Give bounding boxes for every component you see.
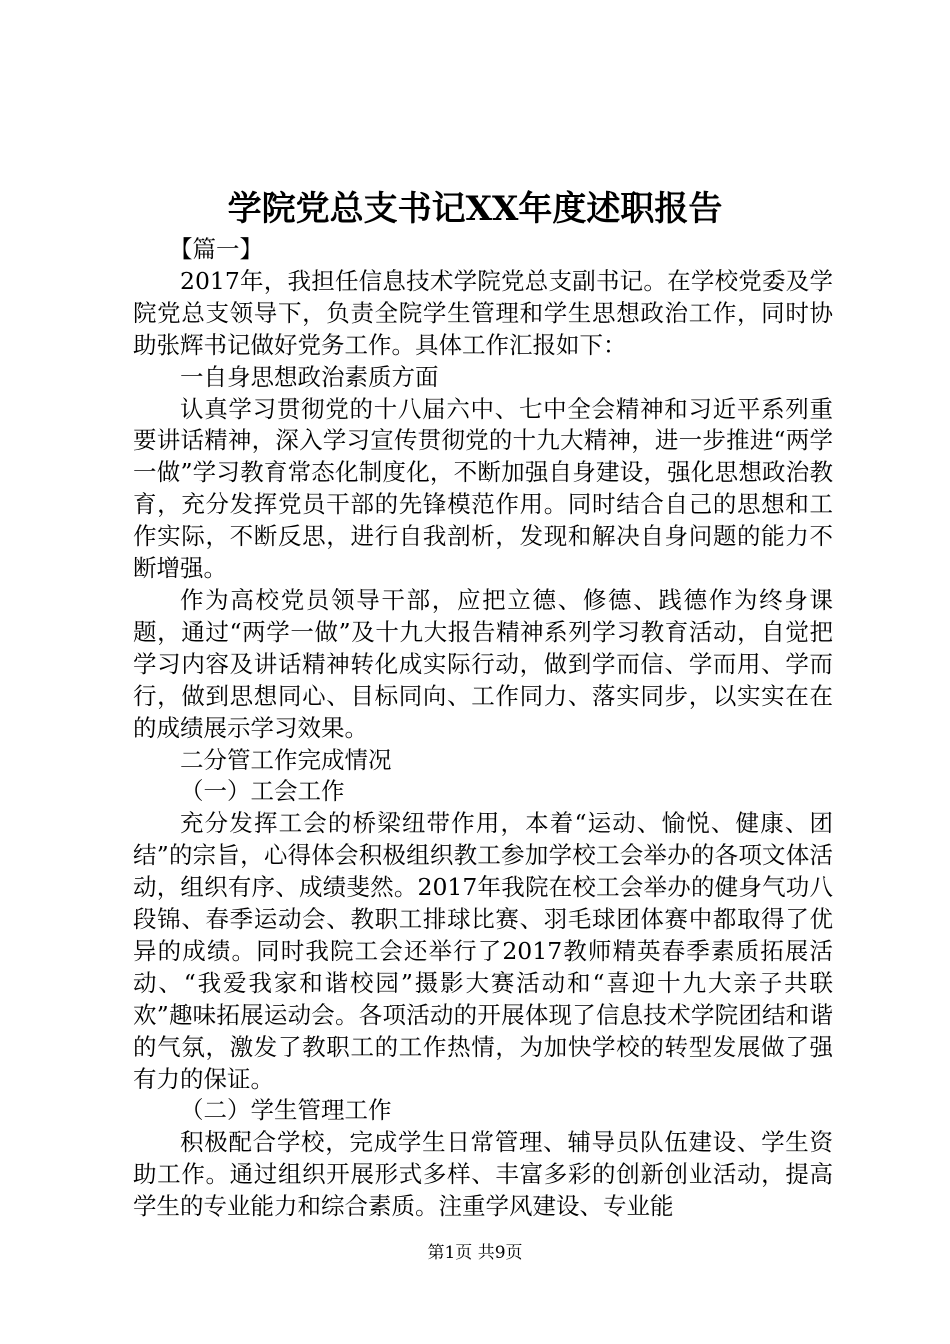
paragraph-study: 认真学习贯彻党的十八届六中、七中全会精神和习近平系列重要讲话精神，深入学习宣传贯彻党的十九大精神，进一步推进“两学一做”学习教育常态化制度化，不断加强自身建设，强化思想政治教育，充分发挥党员干部的先锋模范作用。同时结合自己的思想和工作实际，不断反思，进行自我剖析，发现和解决自身问题的能力不断增强。 [133, 394, 833, 583]
paragraph-union: 充分发挥工会的桥梁纽带作用，本着“运动、愉悦、健康、团结”的宗旨，心得体会积极组织教工参加学校工会举办的各项文体活动，组织有序、成绩斐然。2017年我院在校工会举办的健身气功八段锦、春季运动会、教职工排球比赛、羽毛球团体赛中都取得了优异的成绩。同时我院工会还举行了2017教师精英春季素质拓展活动、“我爱我家和谐校园”摄影大赛活动和“喜迎十九大亲子共联欢”趣味拓展运动会。各项活动的开展体现了信息技术学院团结和谐的气氛，激发了教职工的工作热情，为加快学校的转型发展做了强有力的保证。 [133, 809, 833, 1093]
heading-section-1: 一自身思想政治素质方面 [180, 362, 439, 391]
document-body [133, 234, 833, 1223]
paragraph-intro: 2017年，我担任信息技术学院党总支副书记。在学校党委及学院党总支领导下，负责全院学生管理和学生思想政治工作，同时协助张辉书记做好党务工作。具体工作汇报如下： [133, 266, 833, 359]
heading-section-2: 二分管工作完成情况 [180, 745, 392, 774]
heading-subsection-1: （一）工会工作 [180, 777, 345, 806]
section-marker: 【篇一】 [169, 235, 263, 263]
paragraph-student-management: 积极配合学校，完成学生日常管理、辅导员队伍建设、学生资助工作。通过组织开展形式多样、丰富多彩的创新创业活动，提高学生的专业能力和综合素质。注重学风建设、专业能 [133, 1128, 833, 1221]
heading-subsection-2: （二）学生管理工作 [180, 1096, 392, 1125]
paragraph-cadre: 作为高校党员领导干部，应把立德、修德、践德作为终身课题，通过“两学一做”及十九大报告精神系列学习教育活动，自觉把学习内容及讲话精神转化成实际行动，做到学而信、学而用、学而行，做到思想同心、目标同向、工作同力、落实同步，以实实在在的成绩展示学习效果。 [133, 585, 833, 742]
page-number: 第1页 共9页 [427, 1243, 523, 1263]
page-title: 学院党总支书记XX年度述职报告 [227, 189, 723, 229]
